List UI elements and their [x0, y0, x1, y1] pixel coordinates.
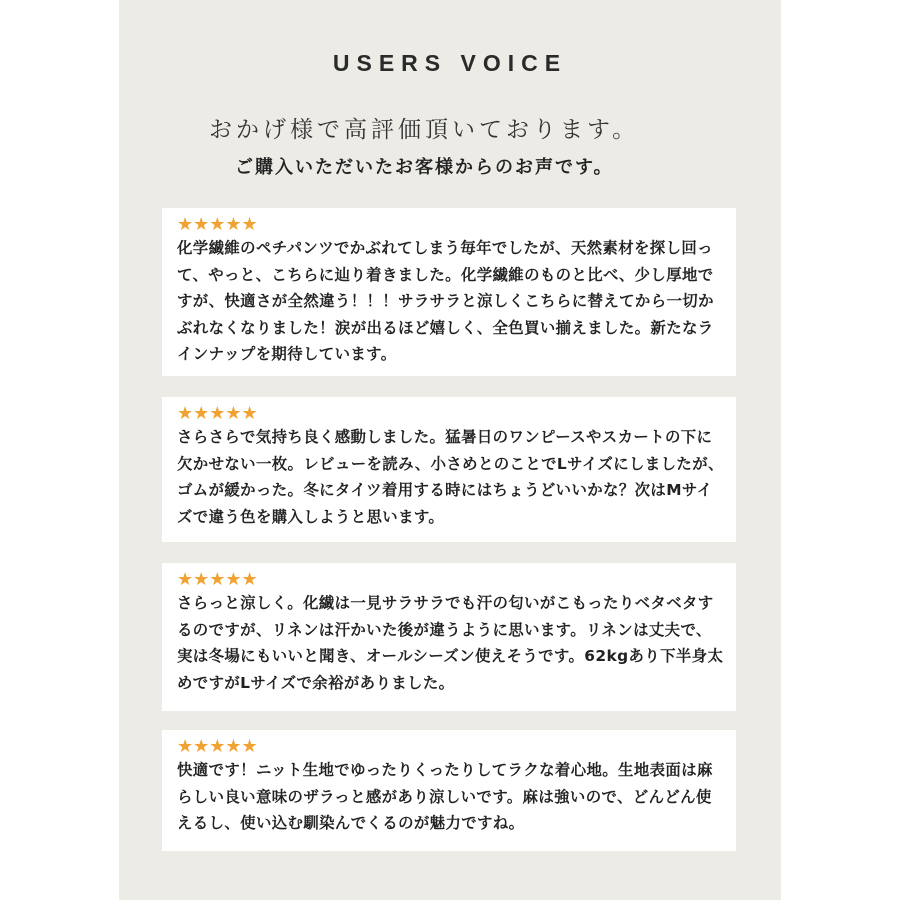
review-text: 快適です！ニット生地でゆったりくったりしてラクな着心地。生地表面は麻らしい良い意味のザラっと感があり涼しいです。麻は強いので、どんどん使えるし、使い込む馴染んでくるのが魅力ですね。 — [177, 761, 713, 832]
users-voice-panel — [119, 0, 781, 900]
star-rating-icon: ★★★★★ — [177, 403, 258, 424]
section-subtitle: おかげ様で高評価頂いております。 — [209, 117, 640, 143]
review-card — [162, 730, 736, 851]
review-text: 化学繊維のペチパンツでかぶれてしまう毎年でしたが、天然素材を探し回って、やっと、こちらに辿り着きました。化学繊維のものと比べ、少し厚地ですが、快適さが全然違う！！！サラサラと涼しくこちらに替えてから一切かぶれなくなりました！涙が出るほど嬉しく、全色買い揃えました。新たなラインナップを期待しています。 — [177, 239, 714, 363]
star-rating-icon: ★★★★★ — [177, 736, 258, 757]
review-card — [162, 563, 736, 711]
review-card — [162, 397, 736, 542]
section-heading: USERS VOICE — [332, 50, 568, 76]
section-tagline: ご購入いただいたお客様からのお声です。 — [235, 157, 614, 178]
review-text: さらさらで気持ち良く感動しました。猛暑日のワンピースやスカートの下に欠かせない一枚。レビューを読み、小さめとのことでLサイズにしましたが、ゴムが緩かった。冬にタイツ着用する時にはちょうどいいかな？次はMサイズで違う色を購入しようと思います。 — [177, 428, 724, 526]
star-rating-icon: ★★★★★ — [177, 569, 258, 590]
review-card — [162, 208, 736, 376]
review-text: さらっと涼しく。化繊は一見サラサラでも汗の匂いがこもったりベタベタするのですが、リネンは汗かいた後が違うように思います。リネンは丈夫で、実は冬場にもいいと聞き、オールシーズン使えそうです。62kgあり下半身太めですがLサイズで余裕がありました。 — [177, 594, 724, 692]
star-rating-icon: ★★★★★ — [177, 214, 258, 235]
